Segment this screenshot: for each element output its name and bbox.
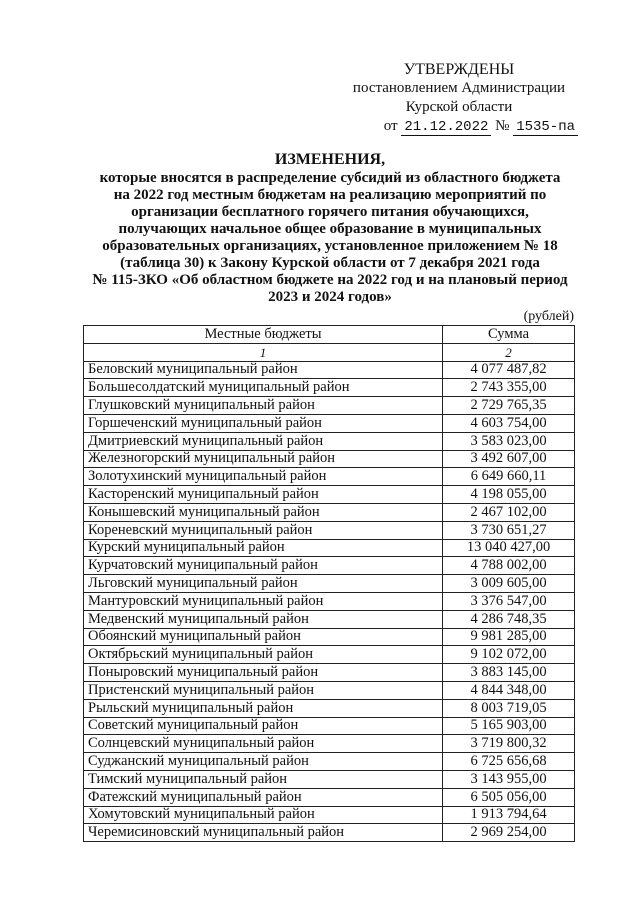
amount-cell: 13 040 427,00 xyxy=(443,539,575,557)
amount-cell: 3 730 651,27 xyxy=(443,521,575,539)
budget-name-cell: Льговский муниципальный район xyxy=(84,575,443,593)
budget-name-cell: Черемисиновский муниципальный район xyxy=(84,824,443,842)
table-row xyxy=(84,770,575,788)
approval-line-1: постановлением Администрации xyxy=(352,80,566,96)
budget-name-cell: Советский муниципальный район xyxy=(84,717,443,735)
budget-name-cell: Беловский муниципальный район xyxy=(84,361,443,379)
amount-cell: 4 286 748,35 xyxy=(443,610,575,628)
column-index-1: 1 xyxy=(84,343,443,361)
amount-cell: 3 009 605,00 xyxy=(443,575,575,593)
amount-cell: 6 649 660,11 xyxy=(443,468,575,486)
budget-name-cell: Обоянский муниципальный район xyxy=(84,628,443,646)
table-row xyxy=(84,735,575,753)
budget-name-cell: Тимский муниципальный район xyxy=(84,770,443,788)
budget-name-cell: Мантуровский муниципальный район xyxy=(84,592,443,610)
table-row xyxy=(84,379,575,397)
table-row xyxy=(84,503,575,521)
budget-name-cell: Суджанский муниципальный район xyxy=(84,753,443,771)
approval-number: 1535-па xyxy=(513,119,578,136)
budget-name-cell: Дмитриевский муниципальный район xyxy=(84,432,443,450)
table-row xyxy=(84,486,575,504)
budget-table xyxy=(83,325,575,842)
table-row xyxy=(84,361,575,379)
table-row xyxy=(84,592,575,610)
budget-name-cell: Железногорский муниципальный район xyxy=(84,450,443,468)
amount-cell: 3 883 145,00 xyxy=(443,664,575,682)
table-row xyxy=(84,432,575,450)
approval-title: УТВЕРЖДЕНЫ xyxy=(403,61,515,78)
table-row xyxy=(84,806,575,824)
table-row xyxy=(84,397,575,415)
budget-name-cell: Пристенский муниципальный район xyxy=(84,681,443,699)
amount-cell: 2 969 254,00 xyxy=(443,824,575,842)
column-header-budgets: Местные бюджеты xyxy=(84,326,443,344)
table-row xyxy=(84,664,575,682)
heading-line: (таблица 30) к Закону Курской области от 7 декабря 2021 года xyxy=(120,255,540,271)
column-header-amount: Сумма xyxy=(443,326,575,344)
table-row xyxy=(84,717,575,735)
budget-name-cell: Глушковский муниципальный район xyxy=(84,397,443,415)
table-row xyxy=(84,575,575,593)
budget-name-cell: Хомутовский муниципальный район xyxy=(84,806,443,824)
amount-cell: 2 729 765,35 xyxy=(443,397,575,415)
table-row xyxy=(84,628,575,646)
budget-name-cell: Большесолдатский муниципальный район xyxy=(84,379,443,397)
budget-name-cell: Золотухинский муниципальный район xyxy=(84,468,443,486)
amount-cell: 2 467 102,00 xyxy=(443,503,575,521)
table-row xyxy=(84,521,575,539)
amount-cell: 3 583 023,00 xyxy=(443,432,575,450)
amount-cell: 9 102 072,00 xyxy=(443,646,575,664)
amount-cell: 3 143 955,00 xyxy=(443,770,575,788)
budget-name-cell: Конышевский муниципальный район xyxy=(84,503,443,521)
approval-date-line xyxy=(344,117,578,137)
table-body xyxy=(84,343,575,841)
budget-name-cell: Октябрьский муниципальный район xyxy=(84,646,443,664)
table-row xyxy=(84,824,575,842)
date-prefix: от xyxy=(383,118,398,134)
amount-cell: 3 492 607,00 xyxy=(443,450,575,468)
budget-name-cell: Курчатовский муниципальный район xyxy=(84,557,443,575)
budget-name-cell: Фатежский муниципальный район xyxy=(84,788,443,806)
units-label: (рублей) xyxy=(523,309,574,324)
document-heading xyxy=(70,151,590,306)
budget-name-cell: Солнцевский муниципальный район xyxy=(84,735,443,753)
table-header-row xyxy=(84,326,575,344)
heading-line: на 2022 год местным бюджетам на реализацию мероприятий по xyxy=(113,187,547,203)
budget-name-cell: Курский муниципальный район xyxy=(84,539,443,557)
amount-cell: 4 077 487,82 xyxy=(443,361,575,379)
budget-name-cell: Горшеченский муниципальный район xyxy=(84,414,443,432)
approval-block xyxy=(344,60,574,137)
amount-cell: 4 198 055,00 xyxy=(443,486,575,504)
amount-cell: 9 981 285,00 xyxy=(443,628,575,646)
table-row xyxy=(84,557,575,575)
table-row xyxy=(84,646,575,664)
heading-line: получающих начальное общее образование в муниципальных xyxy=(118,221,542,237)
amount-cell: 4 603 754,00 xyxy=(443,414,575,432)
table-row xyxy=(84,699,575,717)
amount-cell: 4 788 002,00 xyxy=(443,557,575,575)
approval-date: 21.12.2022 xyxy=(401,119,491,136)
table-row xyxy=(84,753,575,771)
table-row xyxy=(84,450,575,468)
column-index-row xyxy=(84,343,575,361)
column-index-2: 2 xyxy=(443,343,575,361)
number-label: № xyxy=(495,118,510,134)
budget-name-cell: Медвенский муниципальный район xyxy=(84,610,443,628)
heading-title: ИЗМЕНЕНИЯ, xyxy=(274,151,386,168)
table-row xyxy=(84,681,575,699)
amount-cell: 6 505 056,00 xyxy=(443,788,575,806)
table-row xyxy=(84,414,575,432)
amount-cell: 5 165 903,00 xyxy=(443,717,575,735)
heading-line: 2023 и 2024 годов» xyxy=(268,289,392,305)
table-row xyxy=(84,788,575,806)
heading-line: образовательных организациях, установленное приложением № 18 xyxy=(102,238,558,254)
heading-line: организации бесплатного горячего питания обучающихся, xyxy=(131,204,529,220)
budget-name-cell: Поныровский муниципальный район xyxy=(84,664,443,682)
heading-line: которые вносятся в распределение субсидий из областного бюджета xyxy=(99,170,561,186)
amount-cell: 1 913 794,64 xyxy=(443,806,575,824)
amount-cell: 3 376 547,00 xyxy=(443,592,575,610)
table-row xyxy=(84,468,575,486)
heading-line: № 115-ЗКО «Об областном бюджете на 2022 год и на плановый период xyxy=(92,272,568,288)
amount-cell: 3 719 800,32 xyxy=(443,735,575,753)
amount-cell: 8 003 719,05 xyxy=(443,699,575,717)
table-row xyxy=(84,610,575,628)
budget-name-cell: Касторенский муниципальный район xyxy=(84,486,443,504)
approval-line-2: Курской области xyxy=(405,99,513,115)
amount-cell: 4 844 348,00 xyxy=(443,681,575,699)
amount-cell: 2 743 355,00 xyxy=(443,379,575,397)
table-row xyxy=(84,539,575,557)
amount-cell: 6 725 656,68 xyxy=(443,753,575,771)
budget-name-cell: Кореневский муниципальный район xyxy=(84,521,443,539)
budget-name-cell: Рыльский муниципальный район xyxy=(84,699,443,717)
